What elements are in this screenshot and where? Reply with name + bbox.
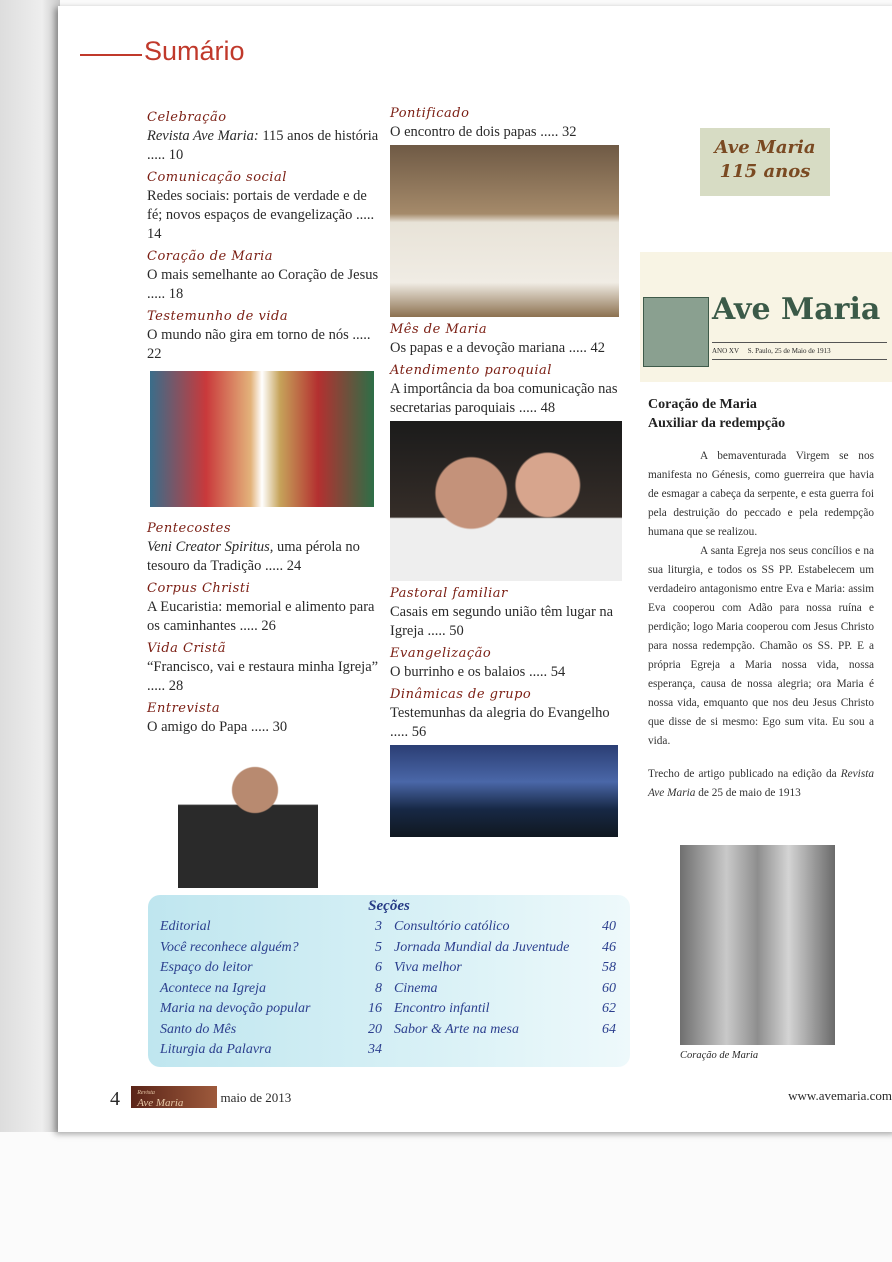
- toc-page: 48: [540, 400, 556, 416]
- toc-title-text: Casais em segundo união têm lugar na Igreja: [390, 604, 614, 639]
- badge-line2: 115 anos: [719, 161, 811, 182]
- toc-page: 22: [147, 346, 162, 362]
- section-page: 20: [368, 1021, 382, 1037]
- source-date: de 25 de maio de 1913: [698, 787, 801, 799]
- section-link[interactable]: [394, 979, 616, 1000]
- toc-title: Redes sociais: portais de verdade e de fé; novos espaços de evangelização ..... 14: [147, 188, 375, 242]
- toc-category: Atendimento paroquial: [390, 363, 552, 378]
- toc-page: 50: [449, 623, 464, 639]
- toc-entry: [390, 104, 624, 142]
- toc-page: 42: [590, 340, 606, 356]
- toc-page: 26: [261, 618, 276, 634]
- page-title: Sumário: [80, 36, 245, 67]
- toc-title-text: O burrinho e os balaios: [390, 664, 526, 680]
- toc-entry: [147, 307, 381, 364]
- toc-title: “Francisco, vai e restaura minha Igreja” ..... 28: [147, 659, 379, 694]
- section-link[interactable]: [160, 958, 382, 979]
- toc-category: Vida Cristã: [147, 641, 226, 656]
- section-page: 58: [602, 960, 616, 975]
- section-page: 6: [375, 960, 382, 975]
- toc-title: Testemunhas da alegria do Evangelho ..... 56: [390, 705, 610, 740]
- toc-category: Evangelização: [390, 646, 492, 661]
- section-name: Jornada Mundial da Juventude: [394, 939, 570, 955]
- toc-entry: [390, 320, 624, 358]
- logo-small: Revista: [137, 1090, 155, 1096]
- section-page: 8: [375, 980, 382, 996]
- toc-title-text: Os papas e a devoção mariana: [390, 340, 566, 356]
- toc-category: Celebração: [147, 110, 227, 125]
- section-name: Acontece na Igreja: [160, 980, 266, 996]
- section-link[interactable]: [394, 999, 616, 1020]
- section-link[interactable]: [160, 979, 382, 1000]
- toc-entry: [390, 584, 624, 641]
- badge-line1: Ave Maria: [714, 137, 816, 158]
- section-link[interactable]: [160, 938, 382, 959]
- section-page: 62: [602, 1001, 616, 1016]
- section-link[interactable]: [394, 917, 616, 938]
- toc-entry: [147, 108, 381, 165]
- toc-page: 28: [168, 678, 184, 694]
- toc-page: 56: [411, 724, 427, 740]
- toc-title-text: O encontro de dois papas: [390, 124, 537, 140]
- toc-title: Veni Creator Spiritus, uma pérola no tesouro da Tradição ..... 24: [147, 539, 360, 574]
- toc-category: Pastoral familiar: [390, 586, 508, 601]
- toc-entry: [147, 579, 381, 636]
- toc-title-text: A importância da boa comunicação nas secretarias paroquiais: [390, 381, 618, 416]
- toc-category: Entrevista: [147, 701, 221, 716]
- toc-subtitle: Revista Ave Maria:: [147, 128, 259, 144]
- masthead: [640, 252, 892, 382]
- article-heading: Coração de Maria: [648, 397, 757, 412]
- toc-category: Dinâmicas de grupo: [390, 687, 532, 702]
- toc-category: Pontificado: [390, 106, 470, 121]
- youth-event-photo: [390, 745, 618, 837]
- sections-box: [148, 895, 630, 1067]
- section-name: Espaço do leitor: [160, 960, 253, 975]
- source-text: Trecho de artigo publicado na edição da: [648, 768, 837, 780]
- toc-category: Testemunho de vida: [147, 309, 289, 324]
- toc-title: A importância da boa comunicação nas secretarias paroquiais ..... 48: [390, 381, 618, 416]
- section-page: 60: [602, 980, 616, 996]
- toc-title-text: “Francisco, vai e restaura minha Igreja”: [147, 659, 379, 675]
- toc-page: 24: [286, 558, 302, 574]
- issue: ANO XV: [712, 347, 740, 355]
- toc-page: 14: [147, 226, 162, 242]
- issue-date: maio de 2013: [220, 1090, 292, 1105]
- footer: [110, 1086, 892, 1111]
- section-link[interactable]: [160, 999, 382, 1020]
- sacred-hearts-image: [150, 371, 374, 507]
- toc-title-text: O mundo não gira em torno de nós: [147, 327, 349, 343]
- toc-category: Mês de Maria: [390, 322, 488, 337]
- section-name: Editorial: [160, 919, 211, 934]
- toc-title-text: 115 anos de história: [262, 128, 379, 144]
- issue-date: S. Paulo, 25 de Maio de 1913: [747, 347, 831, 355]
- article-source: [648, 765, 874, 803]
- section-link[interactable]: [394, 958, 616, 979]
- source-magazine: Revista Ave Maria: [648, 768, 875, 799]
- section-link[interactable]: [394, 938, 616, 959]
- masthead-info: [712, 342, 887, 360]
- toc-title: O burrinho e os balaios ..... 54: [390, 664, 566, 680]
- section-page: 64: [602, 1021, 616, 1037]
- section-name: Liturgia da Palavra: [160, 1042, 272, 1057]
- section-name: Maria na devoção popular: [160, 1001, 311, 1016]
- section-page: 40: [602, 919, 616, 934]
- toc-subtitle: Veni Creator Spiritus,: [147, 539, 274, 555]
- toc-category: Comunicação social: [147, 170, 287, 185]
- toc-entry: [147, 639, 381, 696]
- toc-entry: [147, 519, 381, 576]
- section-name: Você reconhece alguém?: [160, 939, 299, 955]
- toc-page: 18: [168, 286, 184, 302]
- article-paragraph: A santa Egreja nos seus concílios e na sua liturgia, e todos os SS PP. Estabelecem um verdadeiro antagonismo entre Eva e Maria: assim Eva cooperou com Adão para nossa ruína e perdição; logo Maria cooperou com Jesus Christo para nossa redempção. Chamão os SS. PP. E a própria Egreja a Maria nossa vida, nossa esperança, causa de nossa alegria; ora Maria é nossa vida, emquanto que nos deu Jesus Christo que disse de si mesmo: Ego sum vita. Eu sou a vida.: [648, 545, 874, 747]
- toc-entry: [147, 699, 381, 737]
- masthead-title: Ave Maria: [712, 292, 881, 327]
- article-paragraph: A bemaventurada Virgem se nos manifesta no Génesis, como guerreira que havia de esmagar a cabeça da serpente, e esta guerra foi pela destruição do peccado e pela redempção humana que se realizou.: [648, 450, 874, 538]
- page-number: 4: [110, 1088, 120, 1110]
- section-name: Sabor & Arte na mesa: [394, 1021, 519, 1037]
- stained-glass-image: [680, 845, 835, 1045]
- toc-title: O mundo não gira em torno de nós ..... 22: [147, 327, 371, 362]
- annunciation-engraving: [643, 297, 709, 367]
- toc-title: Revista Ave Maria: 115 anos de história ..... 10: [147, 128, 379, 163]
- interview-photo: [178, 748, 318, 888]
- section-page: 5: [375, 939, 382, 955]
- toc-title: O mais semelhante ao Coração de Jesus ..... 18: [147, 267, 379, 302]
- section-link[interactable]: [394, 1020, 616, 1041]
- toc-title: A Eucaristia: memorial e alimento para os caminhantes ..... 26: [147, 599, 375, 634]
- article-subheading: Auxiliar da redempção: [648, 416, 786, 431]
- section-link[interactable]: [160, 1020, 382, 1041]
- middle-column: [390, 104, 624, 837]
- toc-title-text: O amigo do Papa: [147, 719, 248, 735]
- toc-entry: [390, 361, 624, 418]
- sections-heading: Seções: [368, 898, 410, 914]
- section-name: Santo do Mês: [160, 1021, 237, 1037]
- page-edge: [0, 0, 60, 1132]
- anniversary-badge: [700, 128, 830, 196]
- toc-category: Corpus Christi: [147, 581, 251, 596]
- toc-category: Coração de Maria: [147, 249, 274, 264]
- toc-title-text: Redes sociais: portais de verdade e de fé; novos espaços de evangelização: [147, 188, 367, 223]
- toc-title-text: Testemunhas da alegria do Evangelho: [390, 705, 610, 721]
- toc-page: 32: [561, 124, 577, 140]
- section-name: Consultório católico: [394, 919, 510, 934]
- toc-title: Casais em segundo união têm lugar na Igreja ..... 50: [390, 604, 614, 639]
- toc-title: O encontro de dois papas ..... 32: [390, 124, 577, 140]
- toc-page: 30: [272, 719, 288, 735]
- left-column: [147, 108, 381, 888]
- magazine-logo: [131, 1086, 217, 1108]
- toc-title-text: O mais semelhante ao Coração de Jesus: [147, 267, 379, 283]
- toc-title: O amigo do Papa ..... 30: [147, 719, 288, 735]
- toc-title-text: uma pérola no tesouro da Tradição: [147, 539, 360, 574]
- section-name: Encontro infantil: [394, 1001, 490, 1016]
- toc-entry: [390, 685, 624, 742]
- toc-entry: [147, 168, 381, 244]
- toc-category: Pentecostes: [147, 521, 232, 536]
- section-page: 34: [368, 1042, 382, 1057]
- section-page: 16: [368, 1001, 382, 1016]
- couple-photo: [390, 421, 622, 581]
- section-page: 3: [375, 919, 382, 934]
- logo-text: Ave Maria: [137, 1097, 184, 1109]
- toc-page: 10: [168, 147, 184, 163]
- section-name: Viva melhor: [394, 960, 462, 975]
- toc-entry: [390, 644, 624, 682]
- section-link[interactable]: [160, 1040, 382, 1061]
- section-link[interactable]: [160, 917, 382, 938]
- website-url: www.avemaria.com: [788, 1088, 892, 1103]
- two-popes-photo: [390, 145, 619, 317]
- toc-page: 54: [550, 664, 566, 680]
- section-name: Cinema: [394, 980, 438, 996]
- toc-title-text: A Eucaristia: memorial e alimento para os caminhantes: [147, 599, 375, 634]
- section-page: 46: [602, 939, 616, 955]
- image-caption: Coração de Maria: [680, 1050, 759, 1061]
- historic-article: [648, 395, 874, 803]
- toc-entry: [147, 247, 381, 304]
- toc-title: Os papas e a devoção mariana ..... 42: [390, 340, 606, 356]
